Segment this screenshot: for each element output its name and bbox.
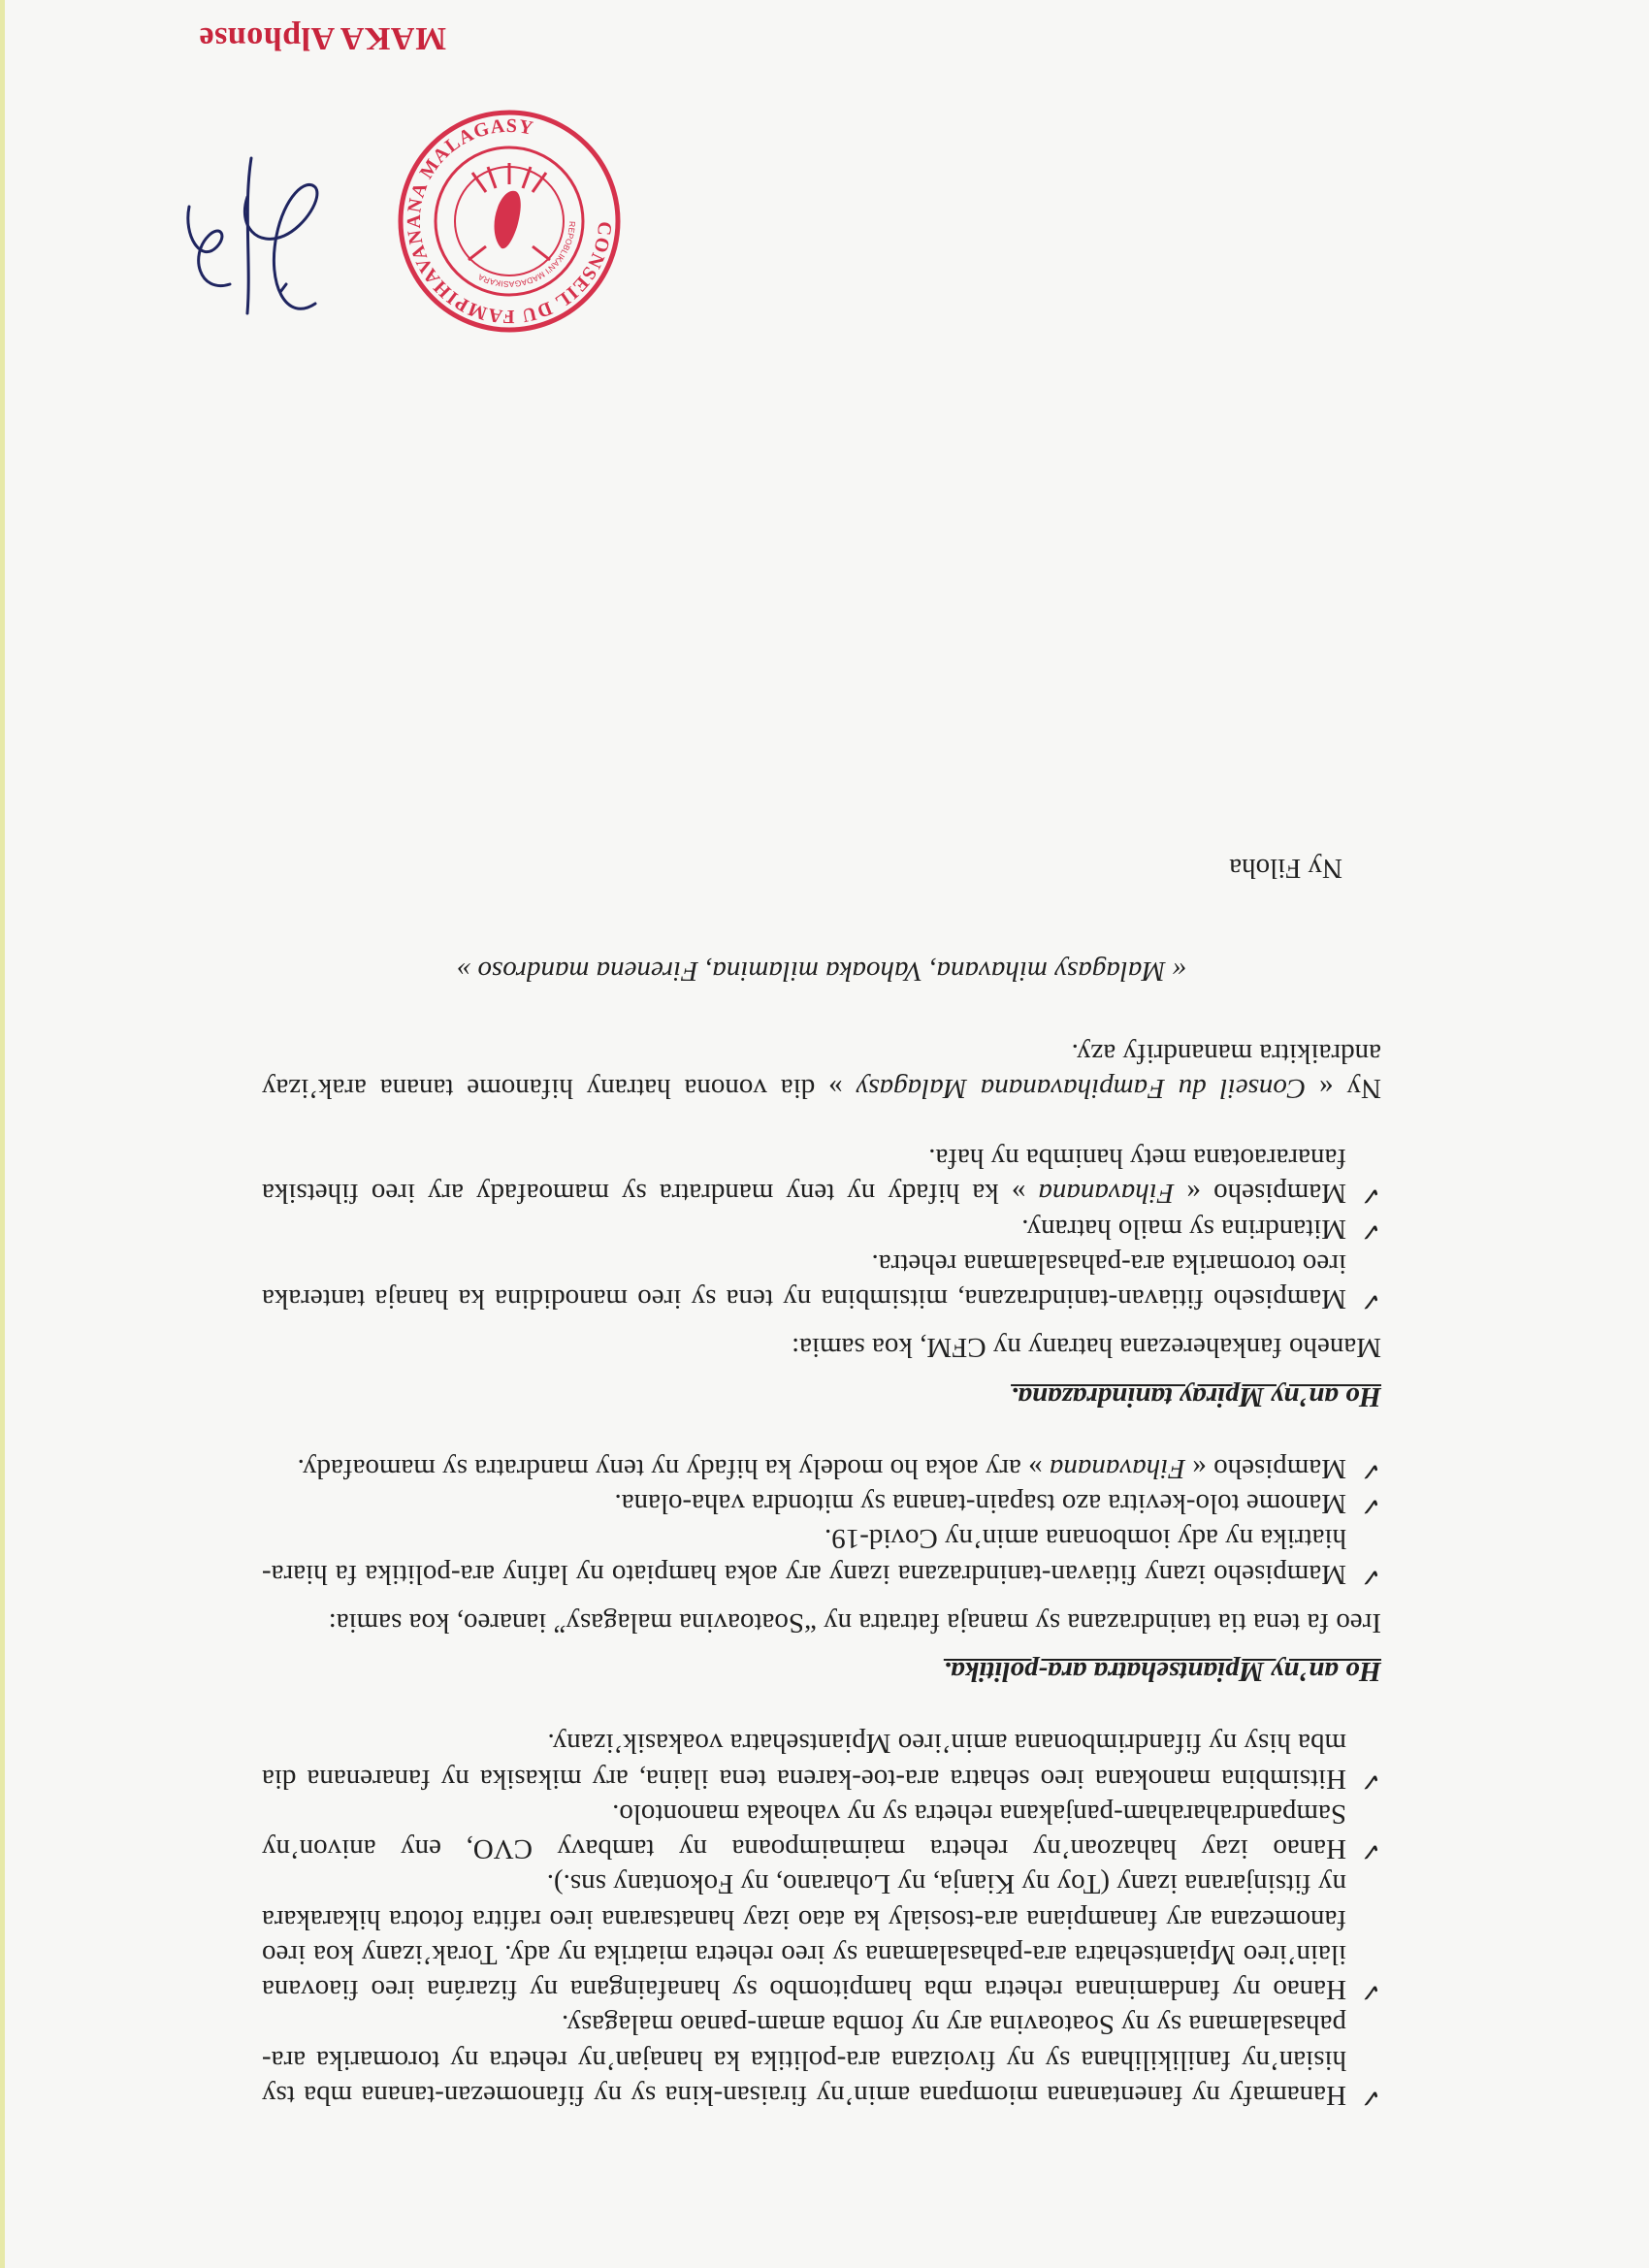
list-item-text-prefix: Mampiseho « [1185, 1453, 1346, 1484]
check-icon: ✓ [1360, 1456, 1381, 1485]
section-heading-political: Ho an’ny Mpiantsehatra ara-politika. [943, 1656, 1381, 1688]
list-item-text-suffix: » ka hifady ny teny mandratra sy mamoafady ary ireo fihetsika fanararaotana mety hanimba ny hafa. [262, 1143, 1346, 1210]
seal-outer-text: CONSEIL DU FAMPIHAVANANA MALAGASY [403, 114, 616, 328]
list-item [262, 2007, 1381, 2113]
organization-name: Conseil du Fampihavanana Malagasy [856, 1073, 1307, 1104]
list-item-text-suffix: » ary aoka ho modely ka hifady ny teny mandratra sy mamoafady. [297, 1453, 1050, 1484]
list-item-text: Manome tolo-kevitra azo tsapain-tanana sy mitondra vaha-olana. [614, 1488, 1346, 1520]
official-seal-icon [393, 105, 626, 338]
signer-name: MAKA Alphonse [199, 20, 446, 56]
handwritten-signature-icon [170, 139, 344, 342]
patriots-list [262, 1141, 1381, 1316]
list-item [262, 1212, 1381, 1247]
section-intro-patriots: Maneho fankaherezana hatrany ny CFM, koa samia: [792, 1332, 1381, 1364]
list-item [262, 1726, 1381, 1797]
list-item [262, 1451, 1381, 1486]
list-item-emphasis: Fihavanana [1049, 1453, 1186, 1484]
motto: « Malagasy mihavana, Vahoaka milamina, Firenena mandroso » [456, 956, 1187, 988]
check-icon: ✓ [1360, 1215, 1381, 1246]
list-item-text: Mitandrina sy mailo hatrany. [1021, 1213, 1346, 1245]
check-icon: ✓ [1360, 1181, 1381, 1211]
list-item-text: Hanao izay hahazoan’ny rehetra maimaimpoana ny tambavy CVO, eny anivon’ny Sampandraharaham-panjakana rehetra sy ny vahoaka manontolo. [262, 1798, 1346, 1865]
section-intro-political: Ireo fa tena tia tanindrazana sy manaja fatratra ny “Soatoavina malagasy” ianareo, koa samia: [328, 1607, 1381, 1638]
document-body [262, 851, 1381, 2113]
list-item [262, 1486, 1381, 1521]
check-icon: ✓ [1360, 1977, 1381, 2007]
signoff-title: Ny Filoha [1229, 853, 1342, 885]
list-item-text: Hanao ny fandaminana rehetra mba hampitombo sy hanafaingana ny fizarána ireo fiaovana ilain’ireo Mpiantsehatra ara-pahasalamana sy ireo rehetra miatrika ny ady. Torak’izany koa ireo fanomezana ary fanampiana ara-tsosialy ka atao izay hanatsarana ireo rafitra fototra hikarakara ny fitsinjarana izany (Toy ny Kianja, ny Loharano, ny Fokontany sns.). [262, 1868, 1346, 2006]
list-item [262, 1141, 1381, 1212]
check-icon: ✓ [1360, 1286, 1381, 1316]
politicians-list [262, 1451, 1381, 1592]
list-item-text: Hitsimbina manokana ireo sehatra ara-toe-karena tena ilaina, ary mikasika ny fanarenana dia mba hisy ny fifandrimbonana amin’ireo Mpiantsehatra voakasik’izany. [262, 1728, 1346, 1795]
list-item [262, 1247, 1381, 1317]
list-item-text: Hanamafy ny fanentanana miompana amin’ny firaisan-kina sy ny fifanomezan-tanana mba tsy hisian’ny fanilikilihana sy ny fivoizana ara-politika ka hanajan’ny rehetra ny toromarika ara-pahasalamana sy ny Soatoavina ary ny fomba amam-panao malagasy. [262, 2009, 1346, 2111]
list-item-text: Mampiseho izany fitiavan-tanindrazana izany ary aoka hampiato ny lafiny ara-politika fa hiara-hiatrika ny ady iombonana amin’ny Covid-19. [262, 1523, 1346, 1590]
list-item-emphasis: Fihavanana [1038, 1178, 1175, 1210]
check-icon: ✓ [1360, 1836, 1381, 1866]
check-icon: ✓ [1360, 1766, 1381, 1796]
list-item-text-prefix: Mampiseho « [1174, 1178, 1346, 1210]
check-icon: ✓ [1360, 2083, 1381, 2112]
list-item [262, 1866, 1381, 2007]
check-icon: ✓ [1360, 1561, 1381, 1591]
section-heading-patriots: Ho an’ny Mpiray tanindrazana. [1011, 1380, 1381, 1412]
seal-inner-text: REPOBLIKAN'I MADAGASIKARA [476, 220, 578, 290]
closing-paragraph [262, 1036, 1381, 1107]
list-item [262, 1797, 1381, 1867]
closing-suffix: » dia vonona hatrany hifanome tanana arak’izay andraikitra manandrify azy. [261, 1037, 1381, 1104]
check-icon: ✓ [1360, 1491, 1381, 1521]
closing-prefix: Ny « [1306, 1073, 1381, 1104]
list-item-text: Mampiseho fitiavan-tanindrazana, mitsimbina ny tena sy ireo manodidina ka hanaja tanteraka ireo toromarika ara-pahasalamana rehetra. [262, 1248, 1346, 1315]
list-item [262, 1521, 1381, 1592]
scan-edge [0, 0, 5, 2268]
political-list [262, 1726, 1381, 2113]
